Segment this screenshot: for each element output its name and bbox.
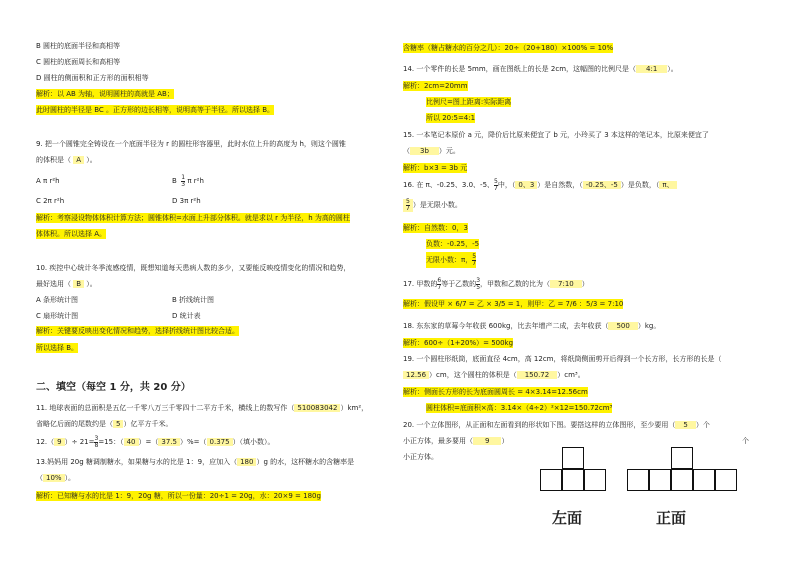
- option-b: B 圆柱的底面半径和高相等: [36, 42, 121, 50]
- answer-20b: 9: [473, 437, 501, 445]
- fraction-six-sevenths: $\frac{6}{7}$: [437, 276, 442, 291]
- answer-13b: 10%: [43, 474, 65, 482]
- analysis-19-line1: 解析：侧面长方形的长为底面圆周长 = 4×3.14=12.56cm: [403, 388, 588, 396]
- analysis-16-line3: 无限小数：π， $\frac{5}{7}$: [426, 252, 477, 267]
- question-10-option-a: A 条形统计图: [36, 296, 79, 304]
- analysis-8-line2: 此时圆柱的半径是 BC 。正方形的边长相等，说明高等于半径。所以选择 B。: [36, 106, 275, 114]
- answer-18: 500: [608, 322, 637, 330]
- answer-10: B: [73, 280, 84, 288]
- answer-11b: 5: [113, 420, 123, 428]
- question-20-unit: 个: [742, 437, 749, 445]
- question-15-line1: 15. 一本笔记本原价 a 元，降价后比原来便宜了 b 元，小玲买了 3 本这样的笔记本，比原来便宜了: [403, 131, 709, 139]
- question-13-line2: （ 10% ）。: [36, 474, 76, 482]
- left-view-figure: [540, 447, 606, 499]
- analysis-17: 解析：假设甲 × 6/7 = 乙 × 3/5 = 1，则甲：乙 = 7/6 ：5/3 = 7:10: [403, 300, 624, 308]
- left-view-label: 左面: [552, 509, 583, 527]
- question-14: 14. 一个零件的长是 5mm，画在图纸上的长是 2cm，这幅图的比例尺是（ 4:1 ）。: [403, 65, 678, 73]
- answer-19a: 12.56: [403, 371, 429, 379]
- question-16-line1: 16. 在 π、-0.25、3.0、-5、 $\frac{5}{7}$ 中，（ 0、3 ）是自然数，（ -0.25、-5 ）是负数，（ π、: [403, 176, 677, 194]
- option-c: C 圆柱的底面周长和高相等: [36, 58, 121, 66]
- question-9-line1: 9. 把一个圆锥完全铸设在一个底面半径为 r 的圆柱形容器里，此时水位上升的高度为 h，则这个圆锥: [36, 140, 346, 148]
- analysis-9-line1: 解析：考察浸设物体体积计算方法；圆锥体积=水面上升部分体积。就是求以 r 为半径，h 为高的圆柱: [36, 214, 350, 222]
- analysis-15: 解析：b×3 = 3b 元: [403, 164, 468, 172]
- question-11-line1: 11. 地球表面的总面积是五亿一千零八万三千零四十二平方千米，横线上的数写作（ 510083042 ）km²，: [36, 404, 369, 412]
- question-10-option-b: B 折线统计图: [172, 296, 215, 304]
- answer-12d: 0.375: [207, 438, 233, 446]
- answer-20a: 5: [675, 421, 695, 429]
- answer-17: 7:10: [550, 280, 582, 288]
- question-9-option-d: D 3π r²h: [172, 197, 201, 205]
- question-15-line2: （ 3b ）元。: [403, 147, 460, 155]
- answer-16c: π、: [659, 181, 676, 189]
- analysis-13-continued: 含糖率（糖占糖水的百分之几）：20÷（20+180）×100% = 10%: [403, 44, 614, 52]
- question-16-line2: $\frac{5}{7}$ ）是无限小数。: [403, 196, 462, 214]
- front-view-cell: [671, 469, 693, 491]
- question-9-option-c: C 2π r²h: [36, 197, 65, 205]
- answer-14: 4:1: [636, 65, 667, 73]
- question-19-line2: 12.56 ）cm，这个圆柱的体积是（ 150.72 ）cm³。: [403, 370, 585, 380]
- fraction-five-sevenths: $\frac{5}{7}$: [494, 177, 498, 192]
- answer-9: A: [73, 156, 84, 164]
- fraction-three-fifths: $\frac{3}{5}$: [476, 276, 481, 291]
- front-view-figure: [627, 447, 737, 499]
- question-20-line3: 小正方体。: [403, 453, 438, 461]
- analysis-8-line1: 解析：以 AB 为轴，说明圆柱的高就是 AB；: [36, 90, 174, 98]
- question-10-line1: 10. 疾控中心统计冬季流感疫情，既想知道每天患病人数的多少，又要能反映疫情变化的情况和趋势，: [36, 264, 351, 272]
- answer-16b: -0.25、-5: [583, 181, 621, 189]
- left-view-cell: [562, 447, 584, 469]
- question-20-line2: 小正方体，最多要用（ 9 ）: [403, 437, 509, 445]
- question-12: 12.（ 9 ）÷ 21= $\frac{3}{8}$ =15：（ 40 ）=（ 37.5 ）%=（ 0.375 ）（填小数）。: [36, 434, 275, 449]
- left-view-cell: [540, 469, 562, 491]
- question-10-option-d: D 统计表: [172, 312, 201, 320]
- analysis-14-line3: 所以 20:5=4:1: [426, 114, 476, 122]
- analysis-16-line1: 解析：自然数：0，3: [403, 224, 468, 232]
- question-11-line2: 省略亿后面的尾数约是（ 5 ）亿平方千米。: [36, 420, 173, 428]
- analysis-14-line1: 解析：2cm=20mm: [403, 82, 468, 90]
- front-view-cell: [693, 469, 715, 491]
- question-10-option-c: C 扇形统计图: [36, 312, 79, 320]
- question-17: 17. 甲数的 $\frac{6}{7}$ 等于乙数的 $\frac{3}{5}$ ，甲数和乙数的比为（ 7:10 ）: [403, 276, 589, 291]
- answer-11a: 510083042: [294, 404, 340, 412]
- analysis-13: 解析：已知糖与水的比是 1：9，20g 糖，所以一份量：20÷1 = 20g，水：20×9 = 180g: [36, 492, 321, 500]
- left-view-cell: [562, 469, 584, 491]
- analysis-10-line2: 所以选择 B。: [36, 344, 79, 352]
- analysis-19-line2: 圆柱体积=底面积×高：3.14×（4÷2）²×12=150.72cm³: [426, 404, 613, 412]
- front-view-cell: [649, 469, 671, 491]
- answer-16c-fraction: $\frac{5}{7}$: [403, 199, 413, 212]
- fraction-three-eighths: $\frac{3}{8}$: [94, 434, 99, 449]
- answer-13a: 180: [237, 458, 256, 466]
- analysis-16-line2: 负数：-0.25，-5: [426, 240, 480, 248]
- analysis-14-line2: 比例尺=图上距离:实际距离: [426, 98, 512, 106]
- analysis-18: 解析：600÷（1+20%）= 500kg: [403, 339, 514, 347]
- question-13-line1: 13.妈妈用 20g 糖调制糖水，如果糖与水的比是 1：9，应加入（ 180 ）g 的水，这杯糖水的含糖率是: [36, 458, 355, 466]
- left-view-cell: [584, 469, 606, 491]
- question-10-line2: 最好选用（ B ）。: [36, 280, 97, 288]
- analysis-9-line2: 体体积。所以选择 A。: [36, 230, 107, 238]
- question-20-line1: 20. 一个立体图形，从正面和左面看到的形状如下图。要搭这样的立体图形，至少要用（ 5 ）个: [403, 421, 710, 429]
- question-9-option-b: B $\frac{1}{3}$ π r²h: [172, 173, 204, 188]
- question-18: 18. 东东家的草莓今年收获 600kg，比去年增产二成，去年收获（ 500 ）kg。: [403, 322, 661, 330]
- answer-15: 3b: [410, 147, 439, 155]
- front-view-label: 正面: [656, 509, 687, 527]
- answer-12a: 9: [54, 438, 64, 446]
- answer-16a: 0、3: [515, 181, 537, 189]
- front-view-cell: [715, 469, 737, 491]
- answer-12b: 40: [124, 438, 139, 446]
- fraction-one-third: $\frac{1}{3}$: [181, 173, 186, 188]
- section-heading-fill-in: 二、填空（每空 1 分，共 20 分）: [36, 382, 191, 393]
- analysis-10-line1: 解析：关键要反映出变化情况和趋势，选择折线统计图比较合适。: [36, 327, 239, 335]
- answer-19b: 150.72: [517, 371, 558, 379]
- front-view-cell: [627, 469, 649, 491]
- option-d: D 圆柱的侧面积和正方形的面积相等: [36, 74, 149, 82]
- question-19-line1: 19. 一个圆柱形纸筒，底面直径 4cm，高 12cm，将纸筒侧面剪开后得到一个长方形，长方形的长是（: [403, 355, 722, 363]
- question-9-line2: 的体积是（ A ）。: [36, 156, 97, 164]
- question-9-option-a: A π r²h: [36, 177, 60, 185]
- analysis-fraction-five-sevenths: $\frac{5}{7}$: [472, 252, 477, 267]
- front-view-cell: [671, 447, 693, 469]
- answer-12c: 37.5: [158, 438, 180, 446]
